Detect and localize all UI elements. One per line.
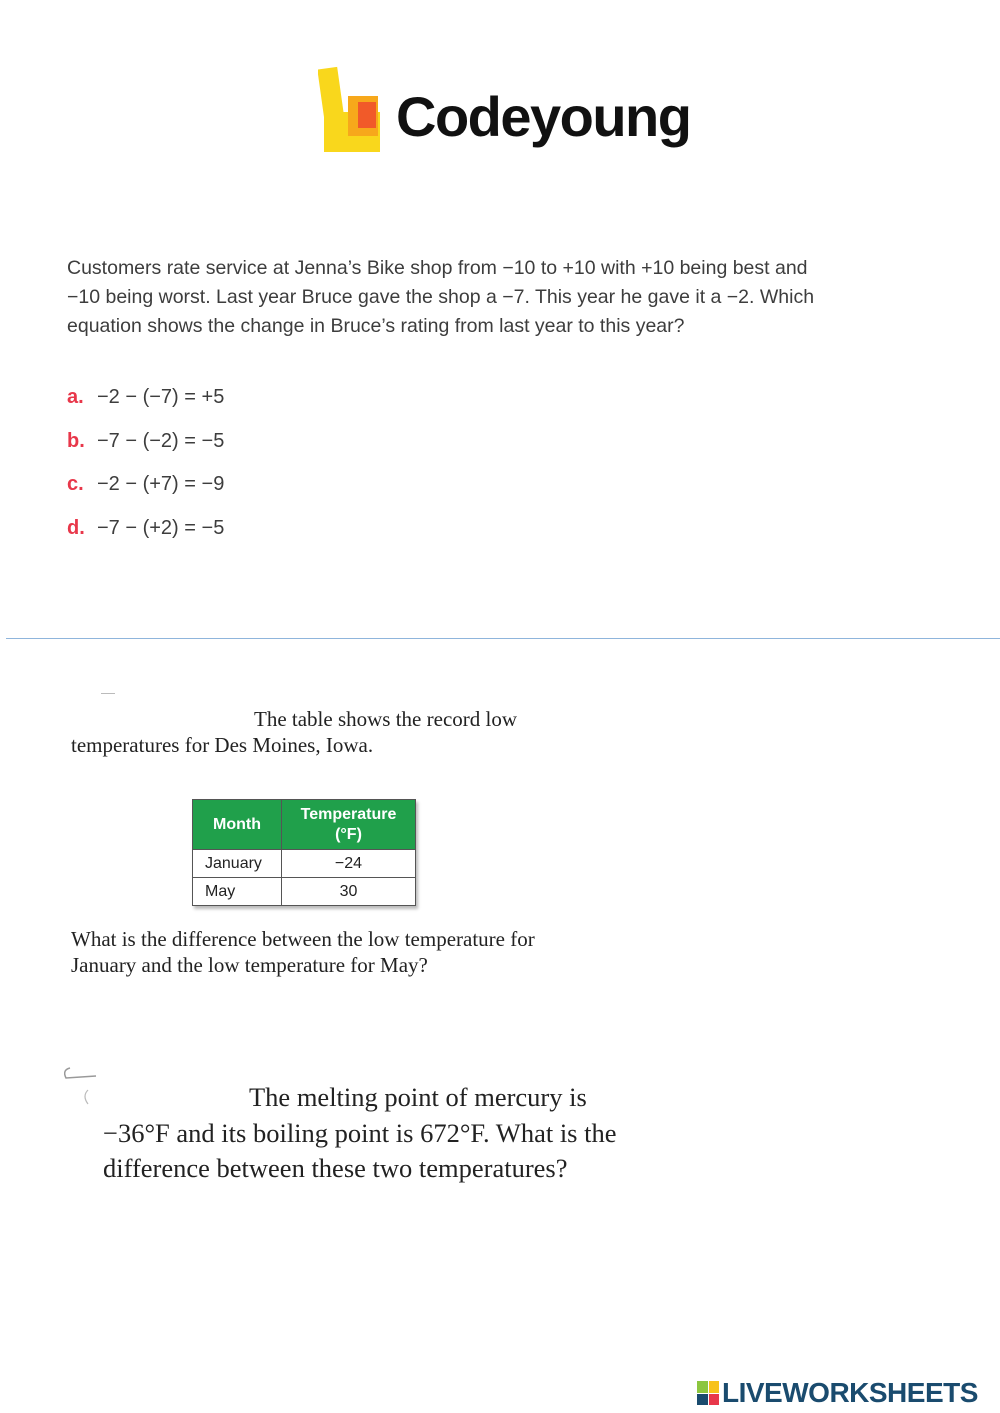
codeyoung-logo — [318, 66, 718, 166]
option-letter: b. — [67, 429, 85, 452]
table-cell-month: May — [193, 878, 282, 906]
codeyoung-logo-icon — [318, 66, 384, 154]
table-cell-temperature: −24 — [282, 850, 416, 878]
question2-prompt: What is the difference between the low temperature for January and the low temperature for May? — [71, 927, 535, 977]
option-b[interactable] — [67, 425, 224, 469]
option-letter: c. — [67, 473, 84, 495]
question3-text: The melting point of mercury is −36°F and its boiling point is 672°F. What is the difference between these two temperatures? — [103, 1082, 617, 1183]
option-equation: −7 − (+2) = −5 — [97, 516, 225, 539]
table-cell-temperature: 30 — [282, 878, 416, 906]
liveworksheets-logo — [697, 1376, 978, 1410]
option-c[interactable] — [67, 468, 224, 512]
option-equation: −7 − (−2) = −5 — [97, 429, 225, 452]
question1-options — [67, 381, 224, 555]
question2-intro-text: The table shows the record low temperatures for Des Moines, Iowa. — [71, 707, 518, 757]
temperature-table — [192, 799, 416, 906]
liveworksheets-wordmark: LIVEWORKSHEETS — [722, 1377, 978, 1408]
table-header-month: Month — [193, 800, 282, 850]
table-row — [193, 878, 416, 906]
question2-intro — [71, 706, 541, 758]
table-cell-month: January — [193, 850, 282, 878]
scan-mark — [101, 693, 115, 694]
table-row — [193, 850, 416, 878]
question3 — [103, 1080, 643, 1187]
option-equation: −2 − (−7) = +5 — [97, 386, 225, 408]
option-a[interactable] — [67, 381, 224, 425]
scan-mark — [60, 1062, 100, 1107]
option-d[interactable] — [67, 512, 224, 556]
liveworksheets-icon — [697, 1381, 719, 1405]
option-letter: a. — [67, 386, 84, 408]
question1-text: Customers rate service at Jenna’s Bike shop from −10 to +10 with +10 being best and −10 being worst. Last year Bruce gave the shop a −7. This year he gave it a −2. Which equation shows the change in Bruce’s rating from last year to this year? — [67, 257, 815, 337]
option-equation: −2 − (+7) = −9 — [97, 473, 225, 495]
section-divider — [6, 638, 1000, 639]
codeyoung-wordmark: Codeyoung — [396, 85, 691, 148]
table-header-temperature: Temperature (°F) — [282, 800, 416, 850]
option-letter: d. — [67, 516, 85, 539]
